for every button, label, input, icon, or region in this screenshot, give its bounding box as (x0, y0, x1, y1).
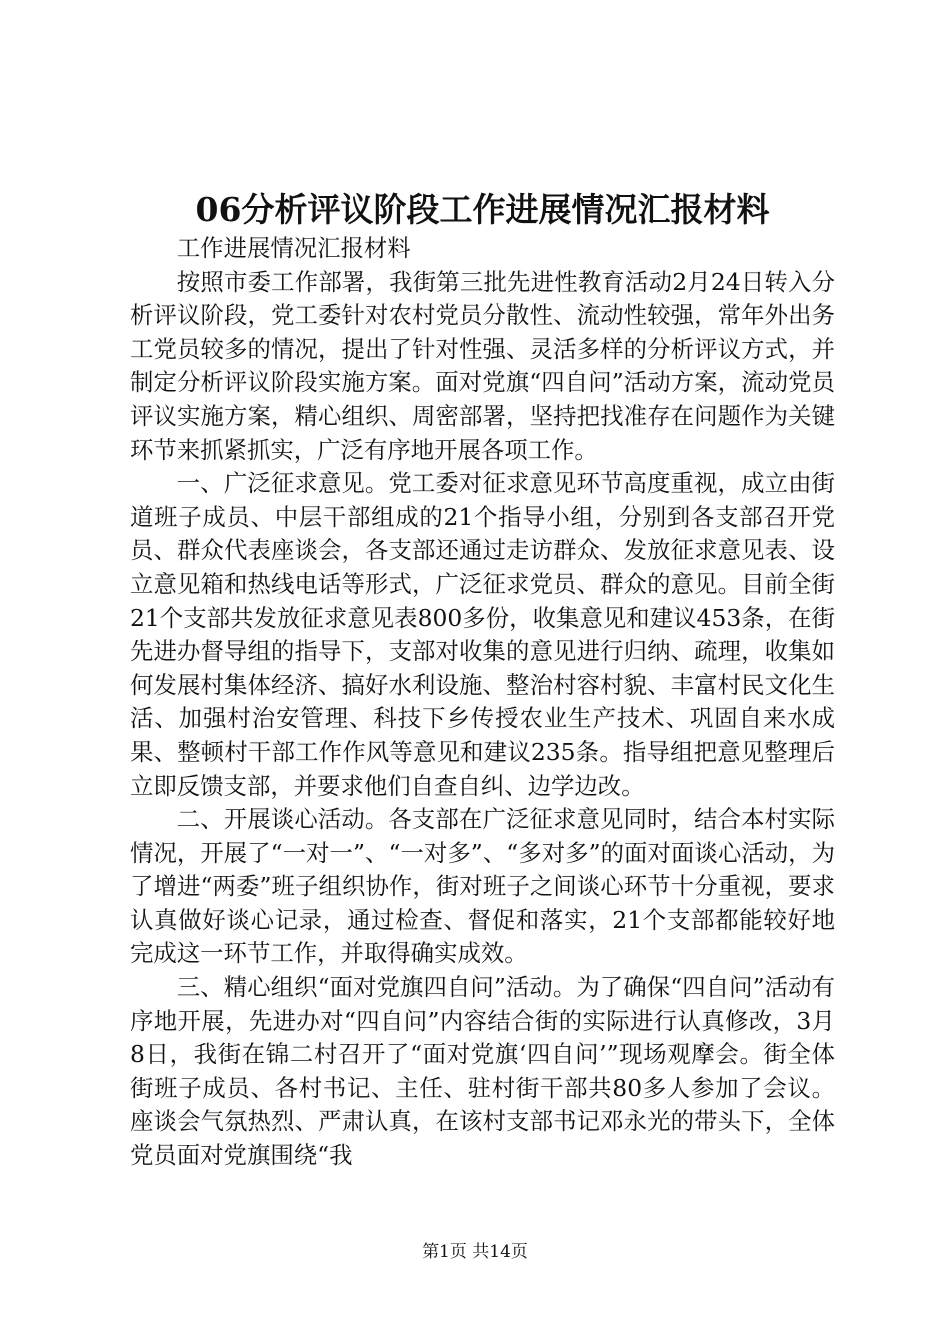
page-footer: 第1页 共14页 (422, 1242, 528, 1262)
section-two-paragraph: 二、开展谈心活动。各支部在广泛征求意见同时，结合本村实际情况，开展了“一对一”、“一对多”、“多对多”的面对面谈心活动，为了增进“两委”班子组织协作，街对班子之间谈心环节十分重视，要求认真做好谈心记录，通过检查、督促和落实，21个支部都能较好地完成这一环节工作，并取得确实成效。 (130, 805, 835, 968)
document-title: 06分析评议阶段工作进展情况汇报材料 (195, 190, 770, 229)
section-three-paragraph: 三、精心组织“面对党旗四自问”活动。为了确保“四自问”活动有序地开展，先进办对“四自问”内容结合街的实际进行认真修改，3月8日，我街在锦二村召开了“面对党旗‘四自问’”现场观摩会。街全体街班子成员、各村书记、主任、驻村街干部共80多人参加了会议。座谈会气氛热烈、严肃认真，在该村支部书记邓永光的带头下，全体党员面对党旗围绕“我 (130, 973, 835, 1170)
document-body (130, 232, 835, 1173)
subtitle-paragraph: 工作进展情况汇报材料 (176, 234, 411, 262)
section-one-paragraph: 一、广泛征求意见。党工委对征求意见环节高度重视，成立由街道班子成员、中层干部组成的21个指导小组，分别到各支部召开党员、群众代表座谈会，各支部还通过走访群众、发放征求意见表、设立意见箱和热线电话等形式，广泛征求党员、群众的意见。目前全街21个支部共发放征求意见表800多份，收集意见和建议453条，在街先进办督导组的指导下，支部对收集的意见进行归纳、疏理，收集如何发展村集体经济、搞好水利设施、整治村容村貌、丰富村民文化生活、加强村治安管理、科技下乡传授农业生产技术、巩固自来水成果、整顿村干部工作作风等意见和建议235条。指导组把意见整理后立即反馈支部，并要求他们自查自纠、边学边改。 (130, 469, 835, 800)
intro-paragraph: 按照市委工作部署，我街第三批先进性教育活动2月24日转入分析评议阶段，党工委针对农村党员分散性、流动性较强，常年外出务工党员较多的情况，提出了针对性强、灵活多样的分析评议方式，并制定分析评议阶段实施方案。面对党旗“四自问”活动方案，流动党员评议实施方案，精心组织、周密部署，坚持把找准存在问题作为关键环节来抓紧抓实，广泛有序地开展各项工作。 (130, 267, 835, 464)
